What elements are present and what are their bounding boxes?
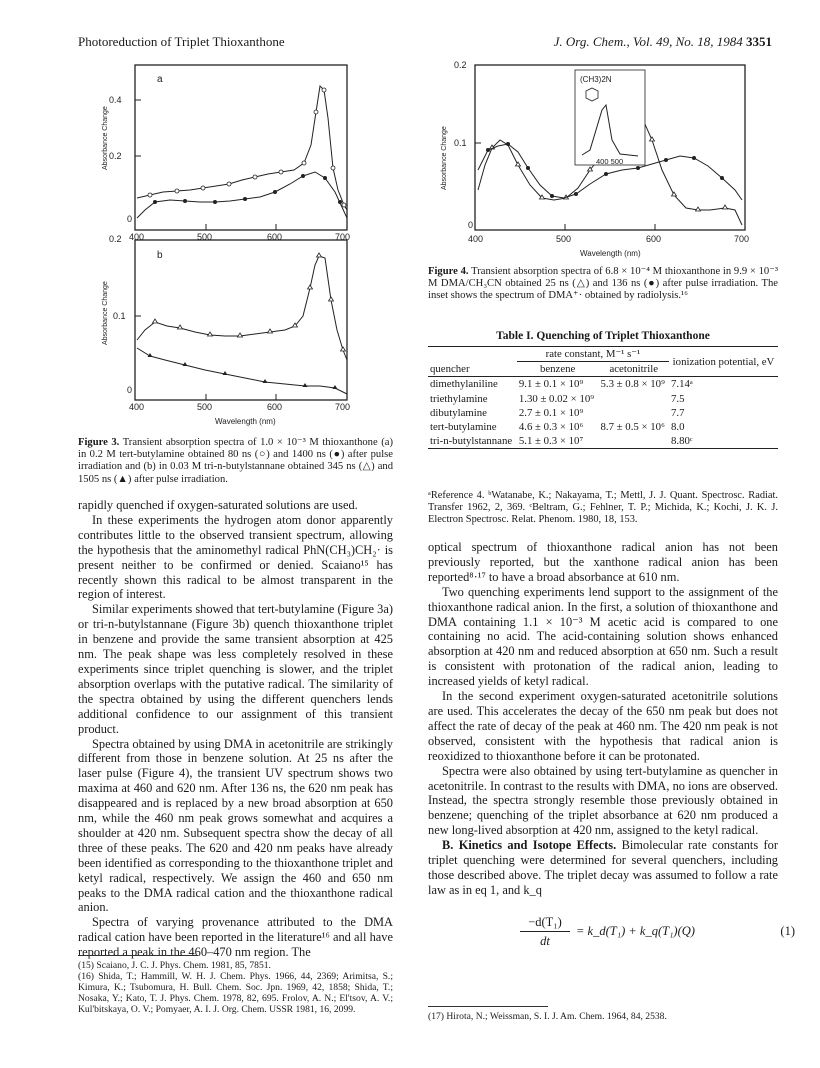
cell-ip: 7.5	[671, 392, 685, 405]
figure-3-plot	[95, 60, 395, 450]
fig4-ylabel: Absorbance Change	[441, 126, 448, 190]
page-number: 3351	[746, 34, 772, 49]
series-b-345ns-markers	[153, 253, 346, 351]
b-xtick-700: 700	[335, 402, 351, 412]
paragraph: Spectra obtained by using DMA in acetonitrile are strikingly different from those in benzene solution. At 25 ns after the laser pulse (Figure 4), the transient UV spectrum shows two maxima at 460 and 620 nm. After 136 ns, the 620 nm peak has disappeared and is replaced by a new broad absorption at 650 nm, while the 460 nm peak grows somewhat and acquires a shoulder at 420 nm. Subsequent spectra show the decay of all three of these peaks. The 620 and 420 nm peaks have already been identified as corresponding to the thioxanthone triplet and ketyl radical, respectively. We assign the 460 and 650 nm peaks to the DMA radical cation and the thioxanthone radical anion.	[78, 736, 393, 915]
inset-ticks: 400 500	[596, 157, 624, 166]
figure-3-caption-text: Transient absorption spectra of 1.0 × 10⁻³ M thioxanthone (a) in 0.2 M tert-butylamine obtained 80 ns (○) and 1400 ns (●) after pulse irradiation and (b) in 0.03 M tri-n-butylstannane obtained 345 ns (△) and 1505 ns (▲) after pulse irradiation.	[78, 437, 393, 485]
cell-acetonitrile	[598, 434, 669, 449]
table-row	[428, 406, 778, 420]
section-b-text: Bimolecular rate constants for triplet quenching were determined for several quenchers, including those described above. The triplet decay was assumed to follow a rate law as in eq 1, and k_q	[428, 838, 778, 897]
paragraph: Spectra of varying provenance attributed to the DMA radical cation have been reported in the literature¹⁶ and all have reported a peak in the 460–470 nm region. The	[78, 915, 393, 960]
paragraph: rapidly quenched if oxygen-saturated solutions are used.	[78, 498, 358, 512]
table-1	[428, 346, 778, 449]
cell-acetonitrile	[598, 406, 669, 420]
cell-ip: 7.7	[671, 406, 685, 419]
col-ionization-potential: ionization potential, eV	[672, 355, 775, 368]
fig4-ytick-0: 0	[468, 220, 474, 230]
figure-3-xlabel: Wavelength (nm)	[215, 417, 276, 426]
series-b-1505ns-markers	[148, 353, 338, 389]
b-xtick-400: 400	[129, 402, 145, 412]
table-1-title: Table I. Quenching of Triplet Thioxanthone	[496, 330, 710, 342]
figure-4-caption-label: Figure 4.	[428, 266, 469, 277]
b-ylabel: Absorbance Change	[102, 281, 109, 345]
figure-4-caption-text: Transient absorption spectra of 6.8 × 10⁻⁴ M thioxanthone in 9.9 × 10⁻³ M DMA/CH₃CN obtained 25 ns (△) and 136 ns (●) after pulse irradiation. The inset shows the spectrum of DMA⁺· obtained by radiolysis.¹⁶	[428, 266, 778, 302]
cell-acetonitrile: 5.3 ± 0.8 × 10⁹	[600, 378, 665, 391]
table-row	[428, 377, 778, 392]
b-ytick-0: 0	[127, 385, 133, 395]
fig4-xtick-700: 700	[734, 234, 750, 244]
figure-4-xlabel: Wavelength (nm)	[580, 249, 641, 258]
b-ytick-02: 0.2	[109, 234, 122, 244]
figure-4-caption	[428, 266, 778, 303]
panel-b-label: b	[157, 250, 163, 261]
paragraph: optical spectrum of thioxanthone radical anion has not been previously reported, but the xanthone radical anion has been reported⁸·¹⁷ to have a broad absorbance at 610 nm.	[428, 540, 778, 584]
a-xtick-400: 400	[129, 232, 145, 242]
cell-benzene: 9.1 ± 0.1 × 10⁹	[518, 378, 584, 391]
cell-ip: 8.80ᶜ	[671, 435, 693, 448]
footnote-17: (17) Hirota, N.; Weissman, S. I. J. Am. Chem. 1964, 84, 2538.	[428, 1011, 667, 1022]
footnotes-left	[78, 960, 393, 1015]
series-a-80ns	[137, 86, 347, 210]
cell-quencher: tri-n-butylstannane	[430, 435, 513, 448]
eq-number: (1)	[780, 924, 795, 938]
table-1-footnote: ᵃReference 4. ᵇWatanabe, K.; Nakayama, T.; Mettl, J. J. Quant. Spectrosc. Radiat. Transfer 1962, 2, 369. ᶜBeltram, G.; Fehlner, T. P.; Michida, K.; Kochi, J. K. J. Electron Spectrosc. Relat. Phenom. 1980, 18, 153.	[428, 490, 778, 525]
figure-3	[95, 60, 395, 450]
journal-citation: J. Org. Chem., Vol. 49, No. 18, 1984	[553, 34, 743, 49]
cell-quencher: dibutylamine	[430, 406, 487, 419]
col-rate-constant: rate constant, M⁻¹ s⁻¹	[545, 348, 641, 360]
col-benzene: benzene	[517, 362, 599, 377]
cell-benzene: 1.30 ± 0.02 × 10⁹	[518, 392, 595, 405]
eq-denominator: dt	[540, 934, 550, 948]
figure-4-plot	[430, 60, 770, 260]
fig4-ytick-02: 0.2	[454, 60, 467, 70]
paragraph: Spectra were also obtained by using tert-butylamine as quencher in acetonitrile. In contrast to the results with DMA, no ions are observed. Instead, the spectra strongly resemble those previously obtained in benzene; quenching of the triplet absorbance at 620 nm produced a new long-lived absorption at 420 nm, assigned to the ketyl radical.	[428, 763, 778, 838]
cell-quencher: dimethylaniline	[430, 378, 498, 391]
dma-radical-cation-inset	[575, 70, 645, 166]
section-b-heading: B. Kinetics and Isotope Effects.	[442, 838, 617, 853]
footnote-rule	[78, 955, 198, 956]
series-a-1400ns	[137, 172, 347, 218]
inset-structure-label: (CH3)2N	[580, 75, 612, 84]
paragraph: In these experiments the hydrogen atom donor apparently contributes little to the observed transient spectrum, allowing the hypothesis that the aminomethyl radical PhN(CH₃)CH₂· is present neither to be confirmed or denied. Scaiano¹⁵ has recently shown this radical to be almost transparent in the region of interest.	[78, 512, 393, 602]
cell-acetonitrile	[598, 392, 669, 406]
paragraph: Two quenching experiments lend support to the assignment of the thioxanthone radical anion. In the first, a solution of thioxanthone and DMA containing 1.1 × 10⁻³ M acetic acid is compared to one containing no acid. The acid-containing solution shows enhanced absorption at 420 nm and reduced absorption at 650 nm. Such a result is consistent with protonation of the radical anion, leading to increased yields of ketyl radical.	[428, 584, 778, 689]
table-row	[428, 434, 778, 449]
fig4-xtick-400: 400	[468, 234, 484, 244]
a-xtick-500: 500	[197, 232, 213, 242]
figure-4	[430, 60, 770, 260]
table-row	[428, 420, 778, 434]
a-ytick-04: 0.4	[109, 95, 122, 105]
table-row	[428, 392, 778, 406]
panel-a-label: a	[157, 74, 163, 85]
running-header-title: Photoreduction of Triplet Thioxanthone	[78, 34, 285, 49]
panel-a-frame	[135, 65, 347, 230]
series-b-1505ns	[137, 348, 347, 394]
fig4-xtick-600: 600	[646, 234, 662, 244]
footnote-15: (15) Scaiano, J. C. J. Phys. Chem. 1981, 85, 7851.	[78, 960, 271, 971]
figure-3-caption	[78, 437, 393, 486]
paragraph: Similar experiments showed that tert-butylamine (Figure 3a) or tri-n-butylstannane (Figure 3b) quench thioxanthone triplet in benzene and provide the same transient absorption at 425 nm. The peak shape was less completely resolved in these experiments since triplet quenching is slower, and the triplet absorption overlaps with the putative radical. The similarity of the spectra obtained by using the different quenchers lends additional confidence to our assignment of this transient product.	[78, 602, 393, 736]
series-a-80ns-markers	[148, 88, 346, 207]
footnotes-right	[428, 1011, 778, 1022]
a-xtick-600: 600	[267, 232, 283, 242]
b-xticks	[206, 394, 276, 400]
right-column-text	[428, 540, 778, 898]
cell-benzene: 2.7 ± 0.1 × 10⁹	[518, 406, 584, 419]
fraction-bar	[520, 931, 570, 932]
b-xtick-600: 600	[267, 402, 283, 412]
cell-quencher: tert-butylamine	[430, 421, 497, 434]
fig4-xtick-500: 500	[556, 234, 572, 244]
cell-ip: 7.14ᵃ	[671, 378, 693, 391]
a-ytick-02: 0.2	[109, 151, 122, 161]
a-xtick-700: 700	[335, 232, 351, 242]
running-header-journal	[554, 34, 772, 50]
series-b-345ns	[137, 256, 347, 360]
paragraph: In the second experiment oxygen-saturated acetonitrile solutions are used. This accelerates the decay of the 650 nm peak but does not affect the rate of decay of the peak at 460 nm. The 420 nm peak is not observed, consistent with the hypothesis that radical anion is reoxidized to thioxanthone before it can be protonated.	[428, 689, 778, 763]
cell-ip: 8.0	[671, 421, 685, 434]
footnote-rule-right	[428, 1006, 548, 1007]
cell-benzene: 4.6 ± 0.3 × 10⁶	[518, 421, 584, 434]
left-column-text	[78, 498, 393, 960]
a-ytick-0: 0	[127, 214, 133, 224]
section-b-paragraph	[428, 838, 778, 898]
cell-quencher: triethylamine	[430, 392, 488, 405]
a-ylabel: Absorbance Change	[102, 106, 109, 170]
eq-numerator: −d(T₁)	[528, 915, 562, 929]
cell-benzene: 5.1 ± 0.3 × 10⁷	[518, 435, 584, 448]
figure-3-caption-label: Figure 3.	[78, 437, 120, 448]
equation-1	[520, 915, 795, 955]
cell-acetonitrile: 8.7 ± 0.5 × 10⁶	[600, 421, 665, 434]
footnote-16: (16) Shida, T.; Hammill, W. H. J. Chem. Phys. 1966, 44, 2369; Arimitsa, S.; Kimura, K.; Tsubomura, H. Bull. Chem. Soc. Jpn. 1969, 42, 1858; Shida, T.; Nosaka, Y.; Kato, T. J. Phys. Chem. 1978, 82, 695. Frolov, A. N.; El'tsov, A. V.; Kul'bitskaya, O. V.; Pomyaer, A. I. J. Org. Chem. USSR 1981, 16, 2099.	[78, 971, 393, 1015]
a-xticks	[206, 224, 276, 230]
col-acetonitrile: acetonitrile	[598, 362, 669, 377]
fig4-ytick-01: 0.1	[454, 138, 467, 148]
col-quencher: quencher	[430, 363, 470, 376]
eq-rhs: = k_d(T₁) + k_q(T₁)(Q)	[576, 924, 695, 938]
fig4-xticks	[565, 224, 655, 230]
b-ytick-01: 0.1	[113, 311, 126, 321]
b-xtick-500: 500	[197, 402, 213, 412]
